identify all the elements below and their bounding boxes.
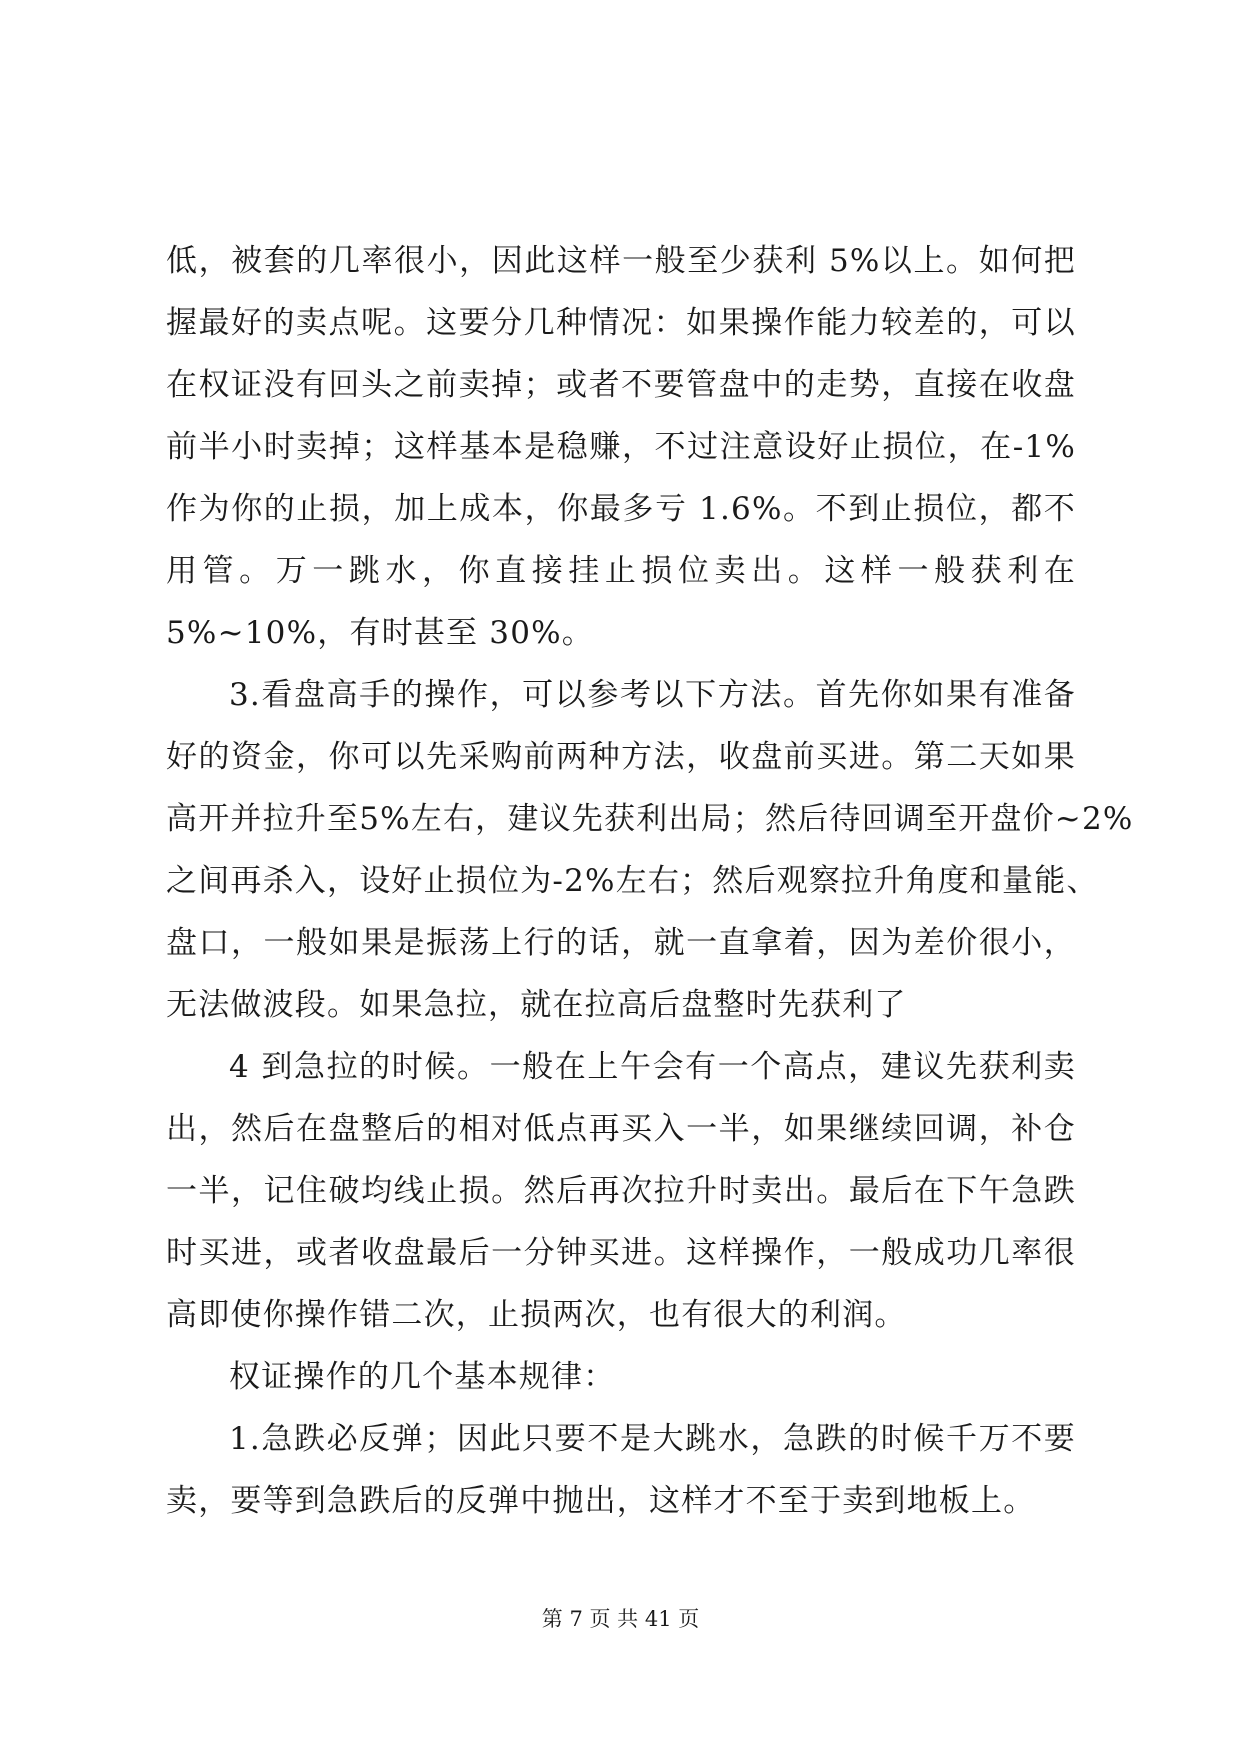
page-number-footer: 第 7 页 共 41 页	[541, 1607, 700, 1631]
text-line: 用管。万一跳水，你直接挂止损位卖出。这样一般获利在	[166, 553, 1076, 589]
text-line: 之间再杀入，设好止损位为-2%左右；然后观察拉升角度和量能、	[166, 863, 1099, 899]
text-line: 出，然后在盘整后的相对低点再买入一半，如果继续回调，补仓	[166, 1111, 1076, 1147]
text-line: 3.看盘高手的操作，可以参考以下方法。首先你如果有准备	[229, 677, 1076, 713]
text-line: 高开并拉升至5%左右，建议先获利出局；然后待回调至开盘价~2%	[166, 801, 1134, 837]
text-line: 1.急跌必反弹；因此只要不是大跳水，急跌的时候千万不要	[229, 1421, 1076, 1457]
text-line: 卖，要等到急跌后的反弹中抛出，这样才不至于卖到地板上。	[166, 1483, 1036, 1519]
text-line: 作为你的止损，加上成本，你最多亏 1.6%。不到止损位，都不	[166, 491, 1076, 527]
text-line: 高即使你操作错二次，止损两次，也有很大的利润。	[166, 1297, 907, 1333]
text-line: 前半小时卖掉；这样基本是稳赚，不过注意设好止损位，在-1%	[166, 429, 1076, 465]
text-line: 好的资金，你可以先采购前两种方法，收盘前买进。第二天如果	[166, 739, 1076, 775]
text-line: 在权证没有回头之前卖掉；或者不要管盘中的走势，直接在收盘	[166, 367, 1076, 403]
text-line: 5%~10%，有时甚至 30%。	[166, 615, 595, 651]
text-line: 低，被套的几率很小，因此这样一般至少获利 5%以上。如何把	[166, 243, 1076, 279]
text-line: 盘口，一般如果是振荡上行的话，就一直拿着，因为差价很小，	[166, 925, 1076, 961]
text-line: 时买进，或者收盘最后一分钟买进。这样操作，一般成功几率很	[166, 1235, 1076, 1271]
text-line: 一半，记住破均线止损。然后再次拉升时卖出。最后在下午急跌	[166, 1173, 1076, 1209]
text-line: 握最好的卖点呢。这要分几种情况：如果操作能力较差的，可以	[166, 305, 1076, 341]
text-line: 4 到急拉的时候。一般在上午会有一个高点，建议先获利卖	[229, 1049, 1076, 1085]
section-heading: 权证操作的几个基本规律：	[229, 1359, 616, 1395]
document-body	[166, 230, 1134, 1532]
text-line: 无法做波段。如果急拉，就在拉高后盘整时先获利了	[166, 987, 907, 1023]
